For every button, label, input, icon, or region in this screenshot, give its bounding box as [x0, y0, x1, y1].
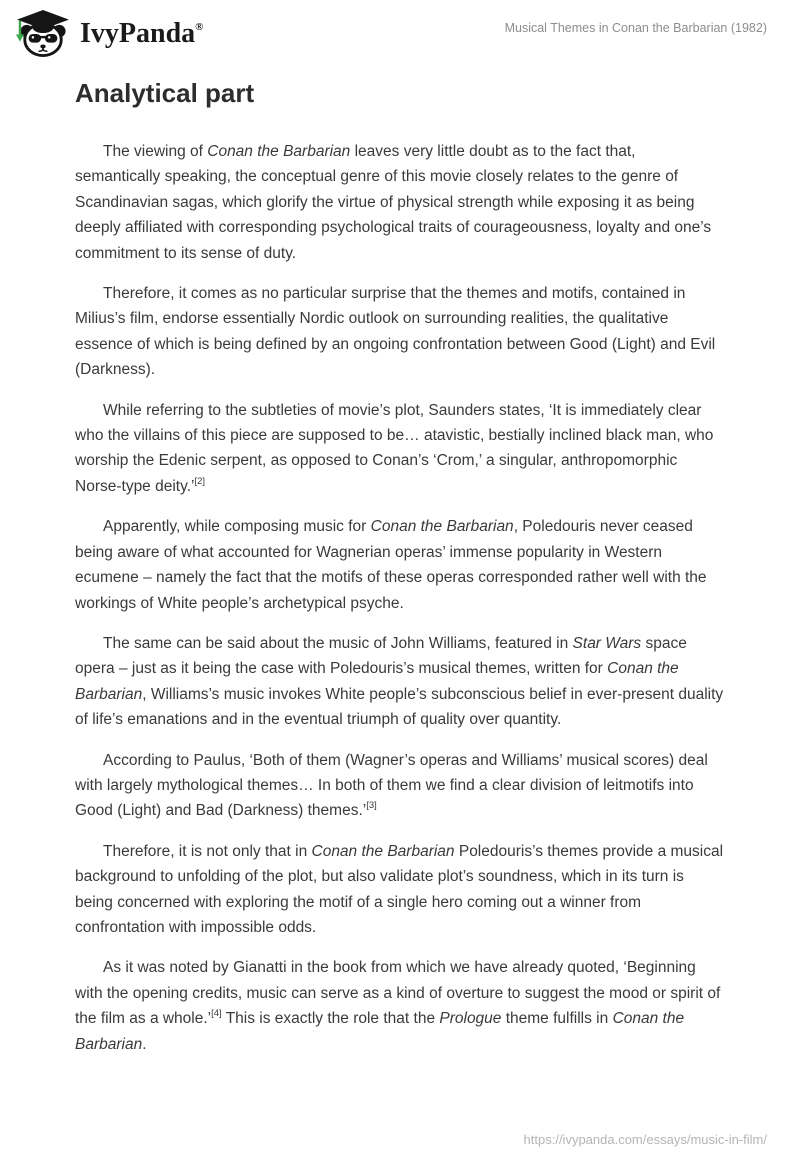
text-segment: Therefore, it is not only that in: [103, 842, 312, 860]
text-segment: This is exactly the role that the: [221, 1010, 440, 1028]
text-segment: Star Wars: [572, 634, 642, 652]
text-segment: Apparently, while composing music for: [103, 518, 371, 536]
citation-ref: [4]: [211, 1008, 222, 1020]
text-segment: Conan the Barbarian: [311, 842, 455, 860]
text-segment: Conan the Barbarian: [75, 660, 679, 703]
paragraph: [75, 748, 725, 824]
page-title: Musical Themes in Conan the Barbarian (1982): [504, 21, 767, 35]
text-segment: .: [142, 1035, 147, 1053]
footer-url: https://ivypanda.com/essays/music-in-film/: [523, 1132, 767, 1147]
text-segment: Therefore, it comes as no particular surprise that the themes and motifs, contained in Milius’s film, endorse essentially Nordic outlook on surrounding realities, the qualitative essence of which is being defined by an ongoing confrontation between Good (Light) and Evil (Darkness).: [75, 285, 716, 379]
text-segment: Conan the Barbarian: [75, 1010, 685, 1053]
text-segment: theme fulfills in: [501, 1010, 613, 1028]
paragraph: [75, 955, 725, 1057]
text-segment: As it was noted by Gianatti in the book from which we have already quoted, ‘Beginning with the opening credits, music can serve as a kind of overture to suggest the mood or spirit of the film as a whole.’: [75, 959, 721, 1028]
text-segment: According to Paulus, ‘Both of them (Wagner’s operas and Williams’ musical scores) deal with largely mythological themes… In both of them we find a clear division of leitmotifs into Good (Light) and Bad (Darkness) themes.’: [75, 751, 708, 820]
text-segment: Poledouris’s themes provide a musical background to unfolding of the plot, but also validate plot’s soundness, which in its turn is being concerned with exploring the motif of a single hero coming out a winner from confrontation with impossible odds.: [75, 842, 724, 936]
panda-graduate-icon: [14, 10, 72, 58]
text-segment: While referring to the subtleties of movie’s plot, Saunders states, ‘It is immediately clear who the villains of this piece are supposed to be… atavistic, bestially inclined black man, who worship the Edenic serpent, as opposed to Conan’s ‘Crom,’ a singular, anthropomorphic Norse-type deity.’: [75, 401, 714, 495]
text-segment: leaves very little doubt as to the fact that, semantically speaking, the conceptual genre of this movie closely relates to the genre of Scandinavian sagas, which glorify the virtue of physical strength while exposing it as being deeply affiliated with corresponding psychological traits of courageousness, loyalty and one’s commitment to its sense of duty.: [75, 143, 712, 262]
paragraph: [75, 839, 725, 941]
paragraph: [75, 281, 725, 383]
text-segment: Conan the Barbarian: [207, 143, 351, 160]
ivypanda-logo[interactable]: [14, 10, 203, 58]
text-segment: , Poledouris never ceased being aware of what accounted for Wagnerian operas’ immense popularity in Western ecumene – namely the fact that the motifs of these operas corresponded rather well with the workings of White people’s archetypical psyche.: [75, 518, 707, 612]
logo-text: IvyPanda®: [80, 18, 204, 49]
text-segment: Prologue: [439, 1010, 502, 1028]
text-segment: The same can be said about the music of John Williams, featured in: [103, 634, 573, 652]
registered-mark: ®: [195, 20, 204, 33]
text-segment: , Williams’s music invokes White people’s subconscious belief in ever-present duality of life’s emanations and in the eventual triumph of quality over quantity.: [75, 685, 724, 729]
paragraph: [75, 631, 725, 733]
paragraph: [75, 139, 725, 266]
text-segment: Conan the Barbarian: [370, 518, 514, 536]
header: [0, 0, 800, 58]
citation-ref: [3]: [366, 800, 377, 812]
paragraph: [75, 514, 725, 616]
paragraphs: [75, 139, 725, 1057]
paragraph: [75, 398, 725, 500]
essay-content: [0, 78, 800, 1057]
text-segment: The viewing of: [103, 143, 208, 160]
text-segment: space opera – just as it being the case with Poledouris’s musical themes, written for: [75, 634, 687, 678]
citation-ref: [2]: [194, 475, 206, 487]
section-heading: Analytical part: [75, 78, 255, 108]
